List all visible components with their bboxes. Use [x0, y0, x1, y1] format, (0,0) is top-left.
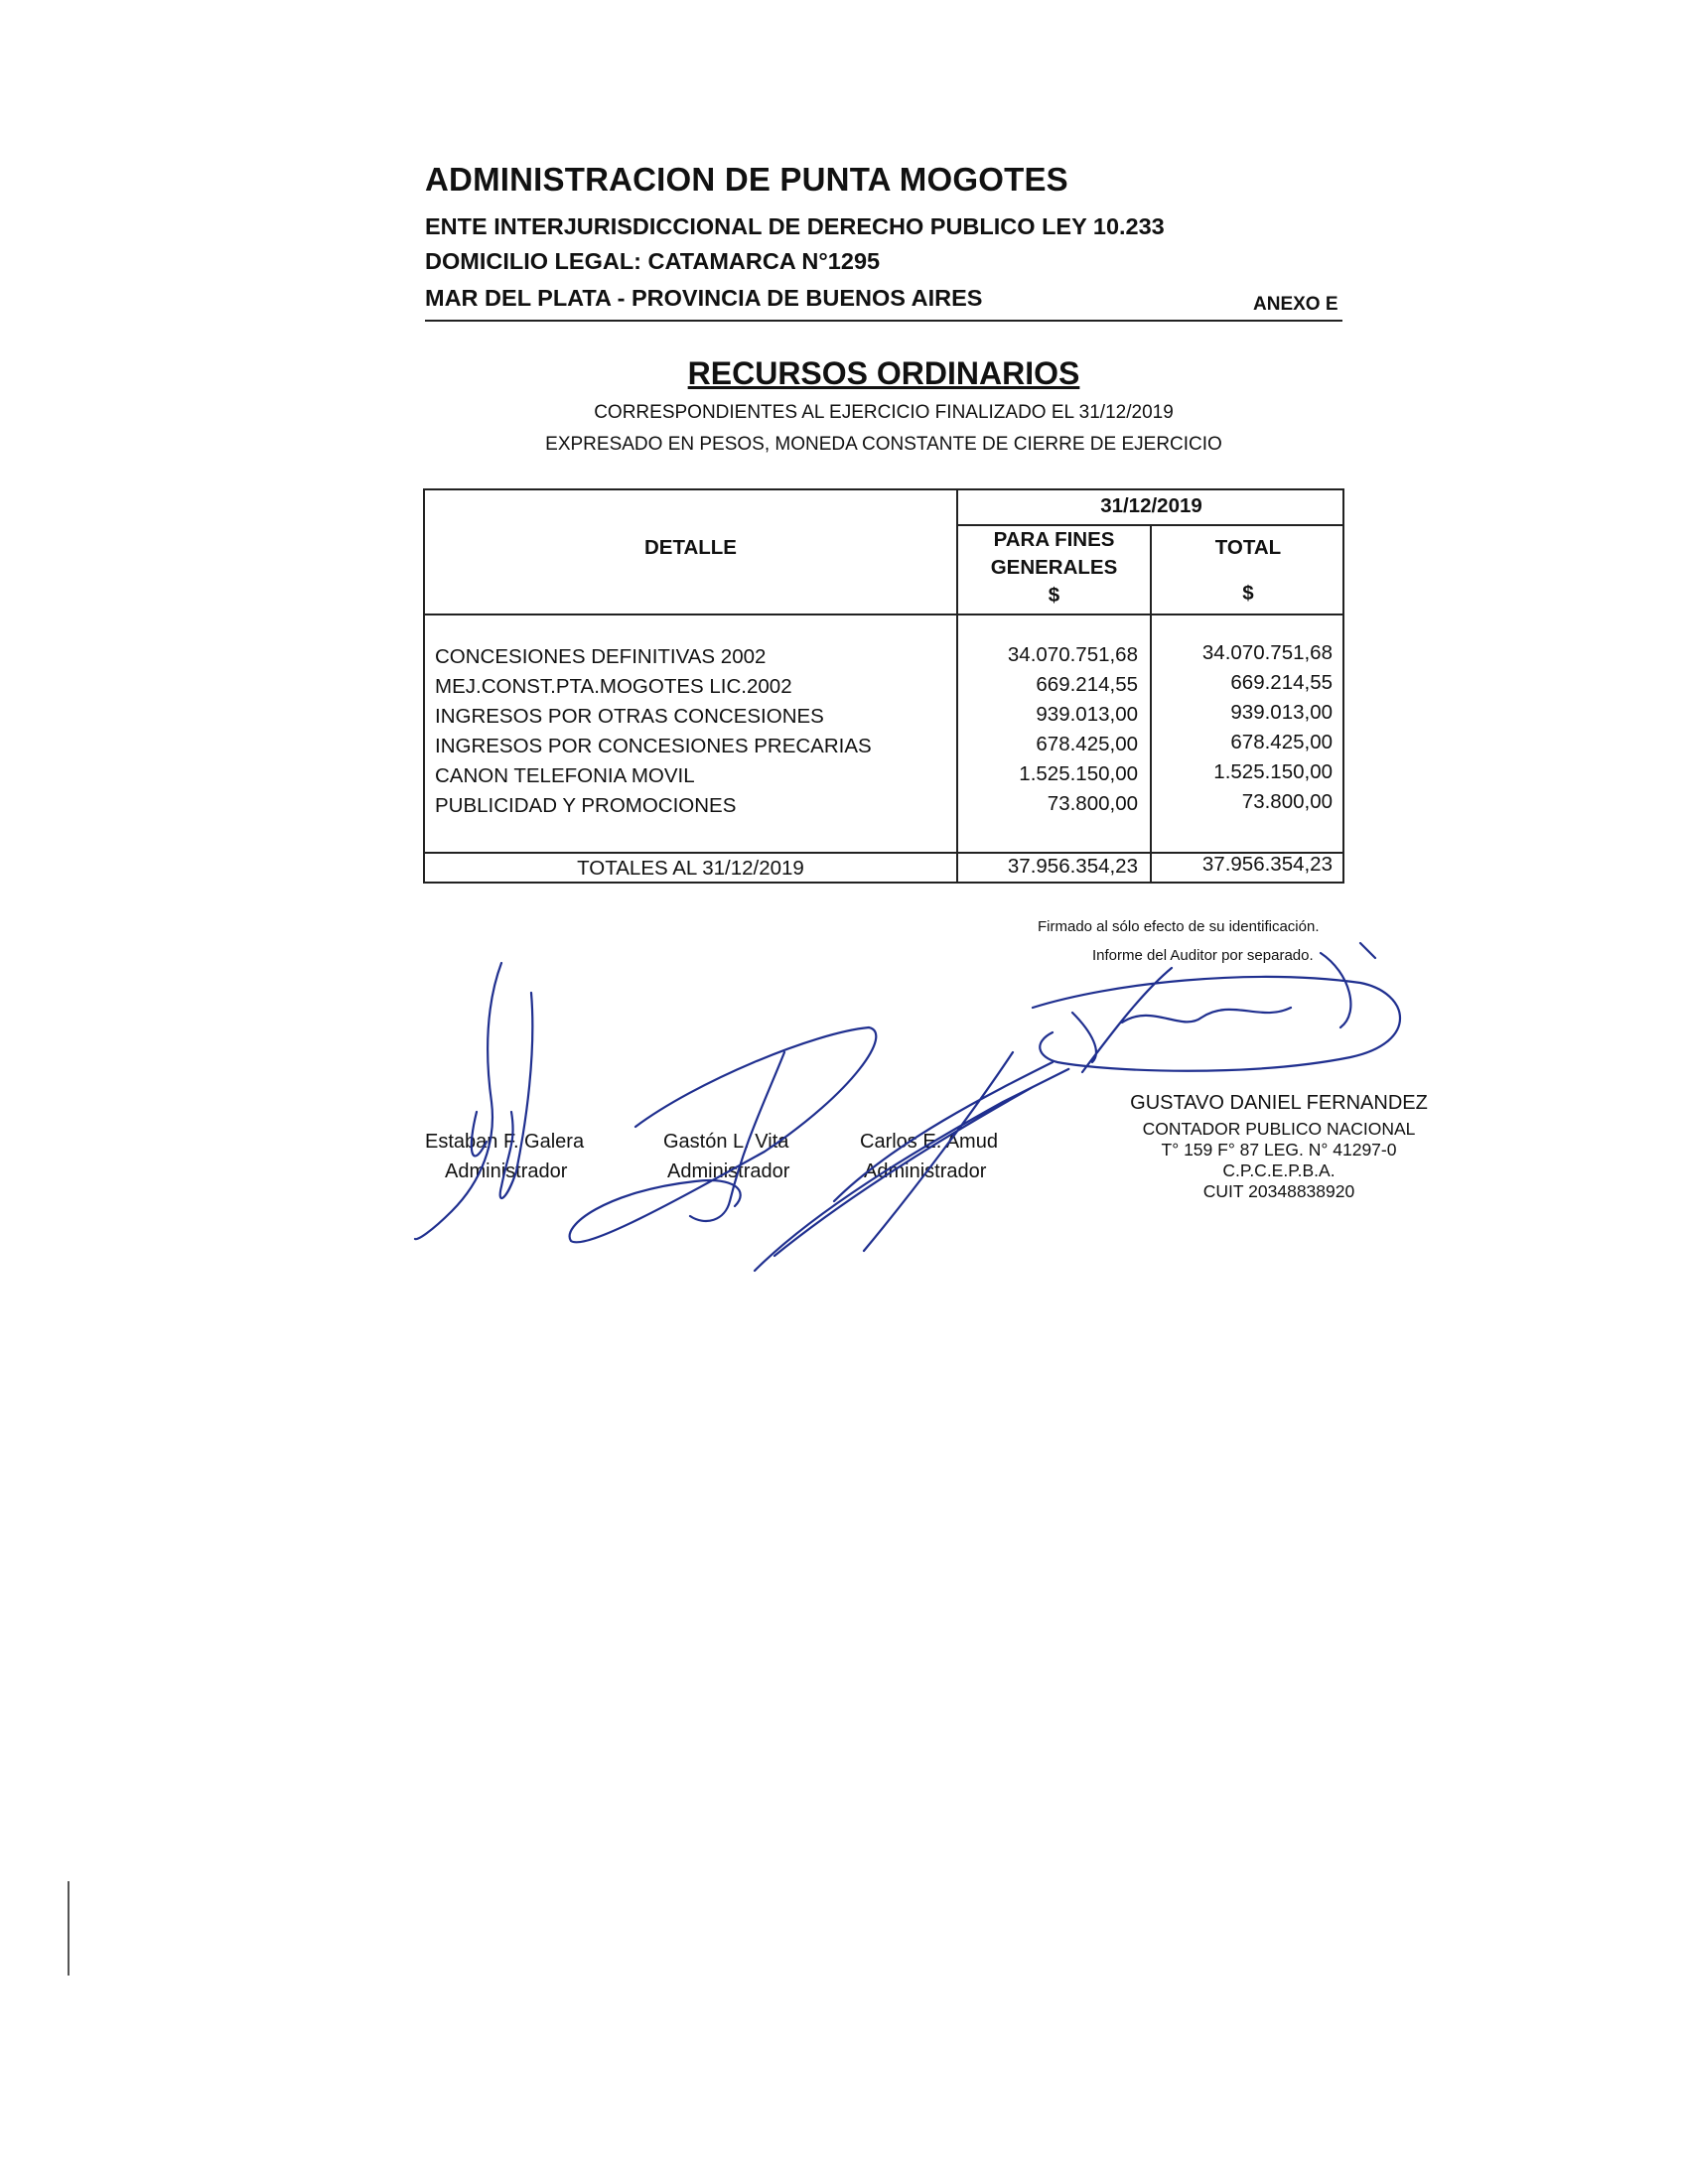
annex-label: ANEXO E — [1253, 294, 1338, 315]
row-total-value: 73.800,00 — [1241, 790, 1333, 813]
auditor-name: GUSTAVO DANIEL FERNANDEZ — [1130, 1092, 1428, 1114]
auditor-registration: T° 159 F° 87 LEG. N° 41297-0 — [1161, 1140, 1397, 1160]
signature-vita — [570, 1027, 877, 1242]
period-header: 31/12/2019 — [1100, 494, 1202, 517]
auditor-cuit: CUIT 20348838920 — [1202, 1181, 1355, 1201]
document-subtitle-period: CORRESPONDIENTES AL EJERCICIO FINALIZADO EL 31/12/2019 — [594, 402, 1174, 423]
entity-name: ADMINISTRACION DE PUNTA MOGOTES — [425, 161, 1068, 198]
entity-legal-line: ENTE INTERJURISDICCIONAL DE DERECHO PUBLICO LEY 10.233 — [425, 213, 1165, 239]
row-total-value: 1.525.150,00 — [1213, 760, 1333, 783]
row-detalle: INGRESOS POR CONCESIONES PRECARIAS — [435, 735, 872, 757]
column-header-detalle: DETALLE — [643, 536, 737, 559]
row-detalle: PUBLICIDAD Y PROMOCIONES — [435, 794, 737, 817]
row-detalle: INGRESOS POR OTRAS CONCESIONES — [435, 705, 824, 728]
signature-note-auditor-report: Informe del Auditor por separado. — [1092, 947, 1314, 964]
column-header-fines-line1: PARA FINES — [993, 528, 1115, 551]
row-fines-value: 1.525.150,00 — [1019, 762, 1138, 785]
signature-fernandez — [1033, 943, 1400, 1072]
auditor-council: C.P.C.E.P.B.A. — [1222, 1160, 1336, 1180]
column-header-total: TOTAL — [1214, 536, 1282, 559]
row-fines-value: 939.013,00 — [1036, 703, 1138, 726]
document-subtitle-currency: EXPRESADO EN PESOS, MONEDA CONSTANTE DE CIERRE DE EJERCICIO — [545, 434, 1222, 455]
entity-address-line: DOMICILIO LEGAL: CATAMARCA N°1295 — [425, 248, 881, 274]
signature-note-identification: Firmado al sólo efecto de su identificación. — [1038, 918, 1320, 935]
row-total-value: 939.013,00 — [1230, 701, 1333, 724]
totals-fines-value: 37.956.354,23 — [1007, 855, 1138, 878]
row-detalle: MEJ.CONST.PTA.MOGOTES LIC.2002 — [435, 675, 792, 698]
currency-symbol: $ — [1242, 582, 1254, 605]
row-fines-value: 678.425,00 — [1036, 733, 1138, 755]
signatory-role: Administrador — [864, 1160, 987, 1182]
auditor-title: CONTADOR PUBLICO NACIONAL — [1142, 1119, 1416, 1139]
signature-galera — [415, 963, 532, 1239]
row-detalle: CONCESIONES DEFINITIVAS 2002 — [435, 645, 767, 668]
totals-total-value: 37.956.354,23 — [1201, 853, 1333, 876]
row-fines-value: 669.214,55 — [1036, 673, 1138, 696]
row-fines-value: 34.070.751,68 — [1007, 643, 1138, 666]
row-total-value: 678.425,00 — [1230, 731, 1333, 753]
column-header-fines-line2: GENERALES — [990, 556, 1118, 579]
signatory-name: Carlos E. Amud — [860, 1131, 998, 1153]
scan-margin-mark — [68, 1881, 70, 1976]
row-fines-value: 73.800,00 — [1047, 792, 1138, 815]
totals-label: TOTALES AL 31/12/2019 — [577, 857, 804, 880]
row-total-value: 34.070.751,68 — [1201, 641, 1333, 664]
signature-amud — [755, 1052, 1068, 1271]
signatory-name: Estaban F. Galera — [425, 1131, 585, 1153]
signatory-role: Administrador — [445, 1160, 568, 1182]
document-title: RECURSOS ORDINARIOS — [687, 355, 1080, 391]
currency-symbol: $ — [1048, 584, 1060, 607]
row-total-value: 669.214,55 — [1230, 671, 1333, 694]
entity-city-line: MAR DEL PLATA - PROVINCIA DE BUENOS AIRES — [425, 285, 983, 311]
signatory-name: Gastón L. Vita — [663, 1131, 789, 1153]
row-detalle: CANON TELEFONIA MOVIL — [435, 764, 695, 787]
signatory-role: Administrador — [667, 1160, 790, 1182]
